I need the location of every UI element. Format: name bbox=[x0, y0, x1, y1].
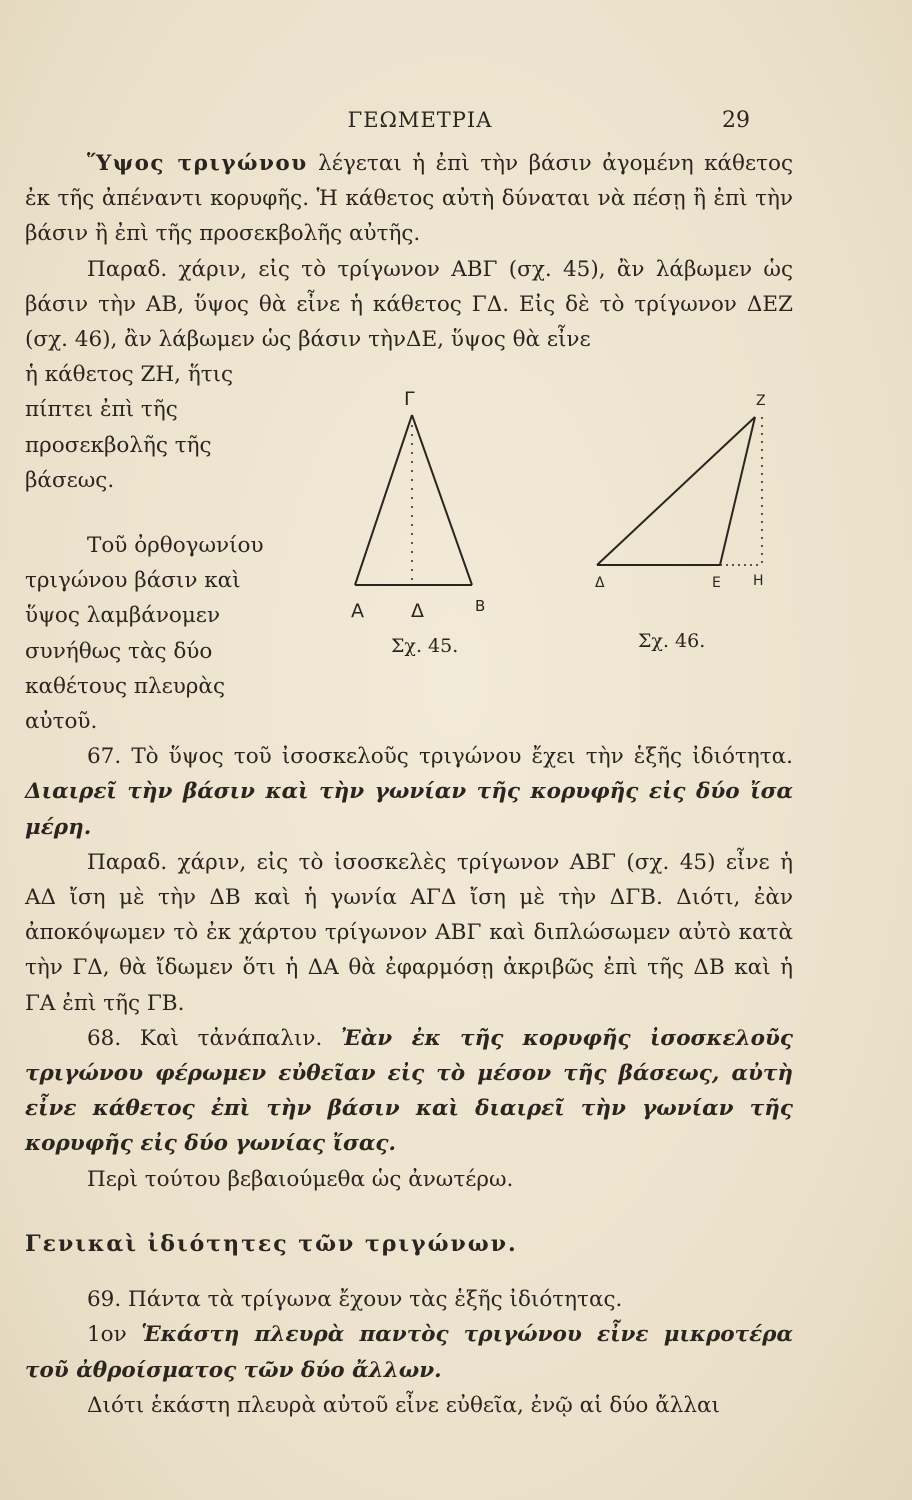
fig45-label-g: Γ bbox=[404, 388, 415, 410]
fig45-side-ga bbox=[355, 415, 412, 585]
paragraph-68-proof: Περὶ τούτου βεβαιούμεθα ὡς ἀνωτέρω. bbox=[87, 1166, 514, 1192]
body-text bbox=[25, 146, 793, 1423]
fig46-label-h: Η bbox=[753, 573, 764, 589]
paragraph-69-1 bbox=[25, 1317, 793, 1387]
fig46-label-d: Δ bbox=[595, 575, 605, 591]
fig45-side-gb bbox=[412, 415, 472, 585]
wrapped-column bbox=[25, 357, 287, 739]
paragraph-right-triangle: Τοῦ ὀρθογωνίου τριγώνου βάσιν καὶ ὕψος λαμβάνομεν συνήθως τὰς δύο καθέτους πλευρὰς αὐτοῦ. bbox=[25, 533, 264, 735]
paragraph-69: 69. Πάντα τὰ τρίγωνα ἔχουν τὰς ἑξῆς ἰδιότητας. bbox=[87, 1287, 623, 1313]
fig45-label-a: Α bbox=[351, 600, 364, 622]
running-title: ΓΕΩΜΕΤΡΙΑ bbox=[347, 108, 493, 132]
figures bbox=[335, 385, 785, 685]
p68-theorem: Ἐὰν ἐκ τῆς κορυφῆς ἰσοσκελοῦς τριγώνου φέρωμεν εὐθεῖαν εἰς τὸ μέσον τῆς βάσεως, αὐτὴ εἶνε κάθετος ἐπὶ τὴν βάσιν καὶ διαιρεῖ τὴν γωνίαν τῆς κορυφῆς εἰς δύο γωνίας ἴσας. bbox=[25, 1025, 794, 1157]
page-number: 29 bbox=[722, 108, 750, 133]
section-heading: Γενικαὶ ἰδιότητες τῶν τριγώνων. bbox=[25, 1230, 518, 1257]
paragraph-height-definition bbox=[25, 146, 793, 252]
paragraph-example-figures: Παραδ. χάριν, εἰς τὸ τρίγωνον ΑΒΓ (σχ. 45), ἂν λάβωμεν ὡς βάσιν τὴν ΑΒ, ὕψος θὰ εἶνε ἡ κάθετος ΓΔ. Εἰς δὲ τὸ τρίγωνον ΔΕΖ (σχ. 46), ἂν λάβωμεν ὡς βάσιν τὴνΔΕ, ὕψος θὰ εἶνε bbox=[25, 256, 793, 353]
fig46-side-ez bbox=[720, 417, 755, 565]
paragraph-67 bbox=[25, 739, 793, 845]
p68-lead: 68. Καὶ τἀνάπαλιν. bbox=[87, 1025, 342, 1051]
fig46-label-e: Ε bbox=[712, 575, 721, 591]
p69-1-lead: 1ον bbox=[87, 1322, 142, 1348]
page-header bbox=[0, 108, 912, 138]
paragraph-68 bbox=[25, 1021, 793, 1162]
fig46-side-dz bbox=[597, 417, 755, 565]
p67-lead: 67. Τὸ ὕψος τοῦ ἰσοσκελοῦς τριγώνου ἔχει τὴν ἑξῆς ἰδιότητα. bbox=[87, 744, 793, 770]
fig45-label-d: Δ bbox=[411, 600, 424, 622]
p67-theorem: Διαιρεῖ τὴν βάσιν καὶ τὴν γωνίαν τῆς κορυφῆς εἰς δύο ἴσα μέρη. bbox=[25, 779, 793, 840]
figure-46 bbox=[595, 393, 766, 652]
p69-1-theorem: Ἑκάστη πλευρὰ παντὸς τριγώνου εἶνε μικροτέρα τοῦ ἀθροίσματος τῶν δύο ἄλλων. bbox=[25, 1322, 793, 1383]
height-definition-text: λέγεται ἡ ἐπὶ τὴν βάσιν ἀγομένη κάθετος ἐκ τῆς ἀπέναντι κορυφῆς. Ἡ κάθετος αὐτὴ δύναται νὰ πέσῃ ἢ ἐπὶ τὴν βάσιν ἢ ἐπὶ τῆς προσεκβολῆς αὐτῆς. bbox=[25, 151, 793, 247]
term-height: Ὕψος τριγώνου bbox=[87, 151, 308, 176]
fig46-caption: Σχ. 46. bbox=[638, 630, 706, 652]
paragraph-69-last: Διότι ἑκάστη πλευρὰ αὐτοῦ εἶνε εὐθεῖα, ἐνῷ αἱ δύο ἄλλαι bbox=[87, 1392, 720, 1418]
paragraph-example-continued: ἡ κάθετος ΖΗ, ἥτις πίπτει ἐπὶ τῆς προσεκβολῆς τῆς βάσεως. bbox=[25, 362, 234, 493]
fig45-label-b: Β bbox=[475, 597, 486, 615]
fig45-caption: Σχ. 45. bbox=[391, 635, 459, 657]
fig46-label-z: Ζ bbox=[756, 393, 766, 409]
paragraph-67-proof: Παραδ. χάριν, εἰς τὸ ἰσοσκελὲς τρίγωνον ΑΒΓ (σχ. 45) εἶνε ἡ ΑΔ ἴση μὲ τὴν ΔΒ καὶ ἡ γωνία ΑΓΔ ἴση μὲ τὴν ΔΓΒ. Διότι, ἐὰν ἀποκόψωμεν τὸ ἐκ χάρτου τρίγωνον ΑΒΓ καὶ διπλώσωμεν αὐτὸ κατὰ τὴν ΓΔ, θὰ ἴδωμεν ὅτι ἡ ΔΑ θὰ ἐφαρμόσῃ ἀκριβῶς ἐπὶ τῆς ΔΒ καὶ ἡ ΓΑ ἐπὶ τῆς ΓΒ. bbox=[25, 849, 793, 1016]
figure-45 bbox=[351, 388, 485, 657]
